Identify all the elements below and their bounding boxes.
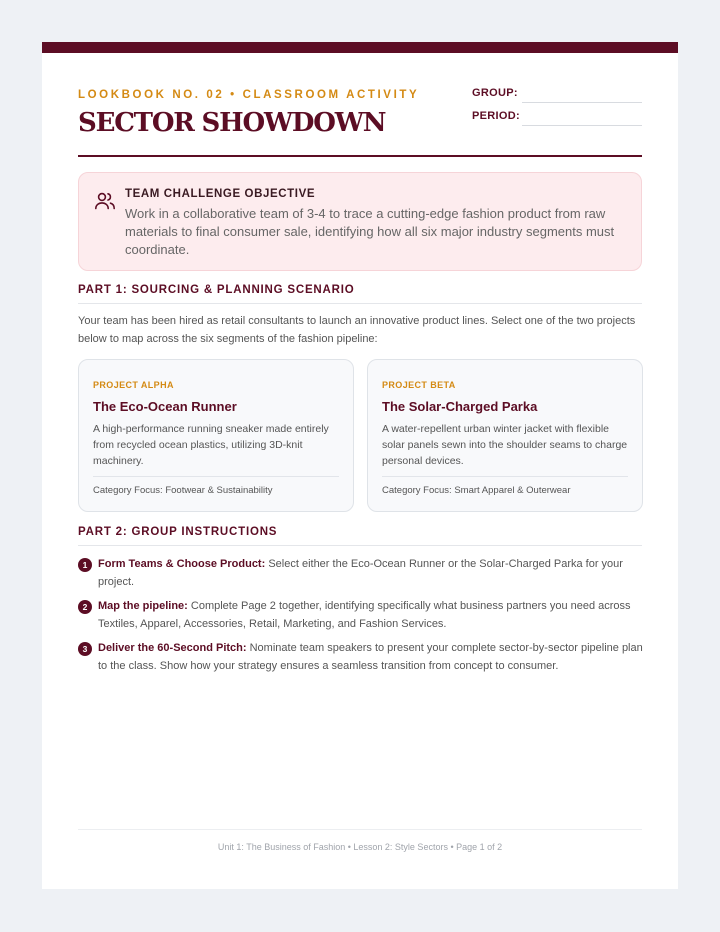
objective-body: Work in a collaborative team of 3-4 to trace a cutting-edge fashion product from raw materials to final consumer sale, identifying how all six major industry segments must coordinate.	[125, 206, 615, 257]
page-footer: Unit 1: The Business of Fashion • Lesson 2: Style Sectors • Page 1 of 2	[217, 842, 503, 852]
lookbook-eyebrow: LOOKBOOK NO. 02 • CLASSROOM ACTIVITY	[78, 89, 420, 101]
users-icon	[93, 189, 117, 213]
top-accent-bar	[42, 42, 678, 53]
project-card-beta[interactable]	[367, 359, 643, 512]
instruction-list	[78, 556, 644, 675]
project-name: The Eco-Ocean Runner	[93, 399, 237, 414]
objective-title: TEAM CHALLENGE OBJECTIVE	[125, 188, 316, 200]
part1-heading: PART 1: SOURCING & PLANNING SCENARIO	[78, 284, 642, 304]
step-text: Nominate team speakers to present your complete sector-by-sector pipeline plan to the class. Show how your strategy ensures a seamless transition from concept to consumer.	[98, 642, 643, 672]
period-write-line[interactable]	[522, 125, 642, 126]
card-divider	[93, 476, 339, 477]
part2-heading: PART 2: GROUP INSTRUCTIONS	[78, 526, 642, 546]
footer-divider	[78, 829, 642, 830]
project-name: The Solar-Charged Parka	[382, 399, 538, 414]
objective-callout	[78, 172, 642, 271]
instruction-step	[78, 640, 644, 675]
instruction-step	[78, 556, 644, 591]
step-text: Select either the Eco-Ocean Runner or the Solar-Charged Parka for your project.	[98, 558, 623, 588]
instruction-step	[78, 598, 644, 633]
worksheet-page	[42, 42, 678, 889]
project-description: A water-repellent urban winter jacket with flexible solar panels sewn into the shoulder seams to charge personal devices.	[382, 423, 628, 467]
group-write-line[interactable]	[522, 102, 642, 103]
step-number-badge: 2	[78, 600, 92, 614]
group-label: GROUP:	[472, 87, 518, 99]
step-lead: Map the pipeline:	[98, 600, 188, 612]
project-tag: PROJECT ALPHA	[93, 380, 174, 390]
project-focus: Category Focus: Footwear & Sustainability	[93, 485, 273, 496]
step-lead: Deliver the 60-Second Pitch:	[98, 642, 247, 654]
project-card-alpha[interactable]	[78, 359, 354, 512]
period-label: PERIOD:	[472, 110, 520, 122]
step-number-badge: 3	[78, 642, 92, 656]
step-number-badge: 1	[78, 558, 92, 572]
project-focus: Category Focus: Smart Apparel & Outerwear	[382, 485, 571, 496]
step-lead: Form Teams & Choose Product:	[98, 558, 266, 570]
project-tag: PROJECT BETA	[382, 380, 456, 390]
card-divider	[382, 476, 628, 477]
part1-intro: Your team has been hired as retail consultants to launch an innovative product lines. Select one of the two projects below to map across the six segments of the fashion pipeline:	[78, 315, 636, 345]
step-text: Complete Page 2 together, identifying specifically what business partners you need across Textiles, Apparel, Accessories, Retail, Marketing, and Fashion Services.	[98, 600, 631, 630]
period-field[interactable]	[472, 108, 642, 128]
page-title: SECTOR SHOWDOWN	[78, 108, 386, 138]
title-divider	[78, 155, 642, 157]
group-field[interactable]	[472, 85, 642, 105]
project-description: A high-performance running sneaker made entirely from recycled ocean plastics, utilizing 3D-knit machinery.	[93, 423, 329, 467]
